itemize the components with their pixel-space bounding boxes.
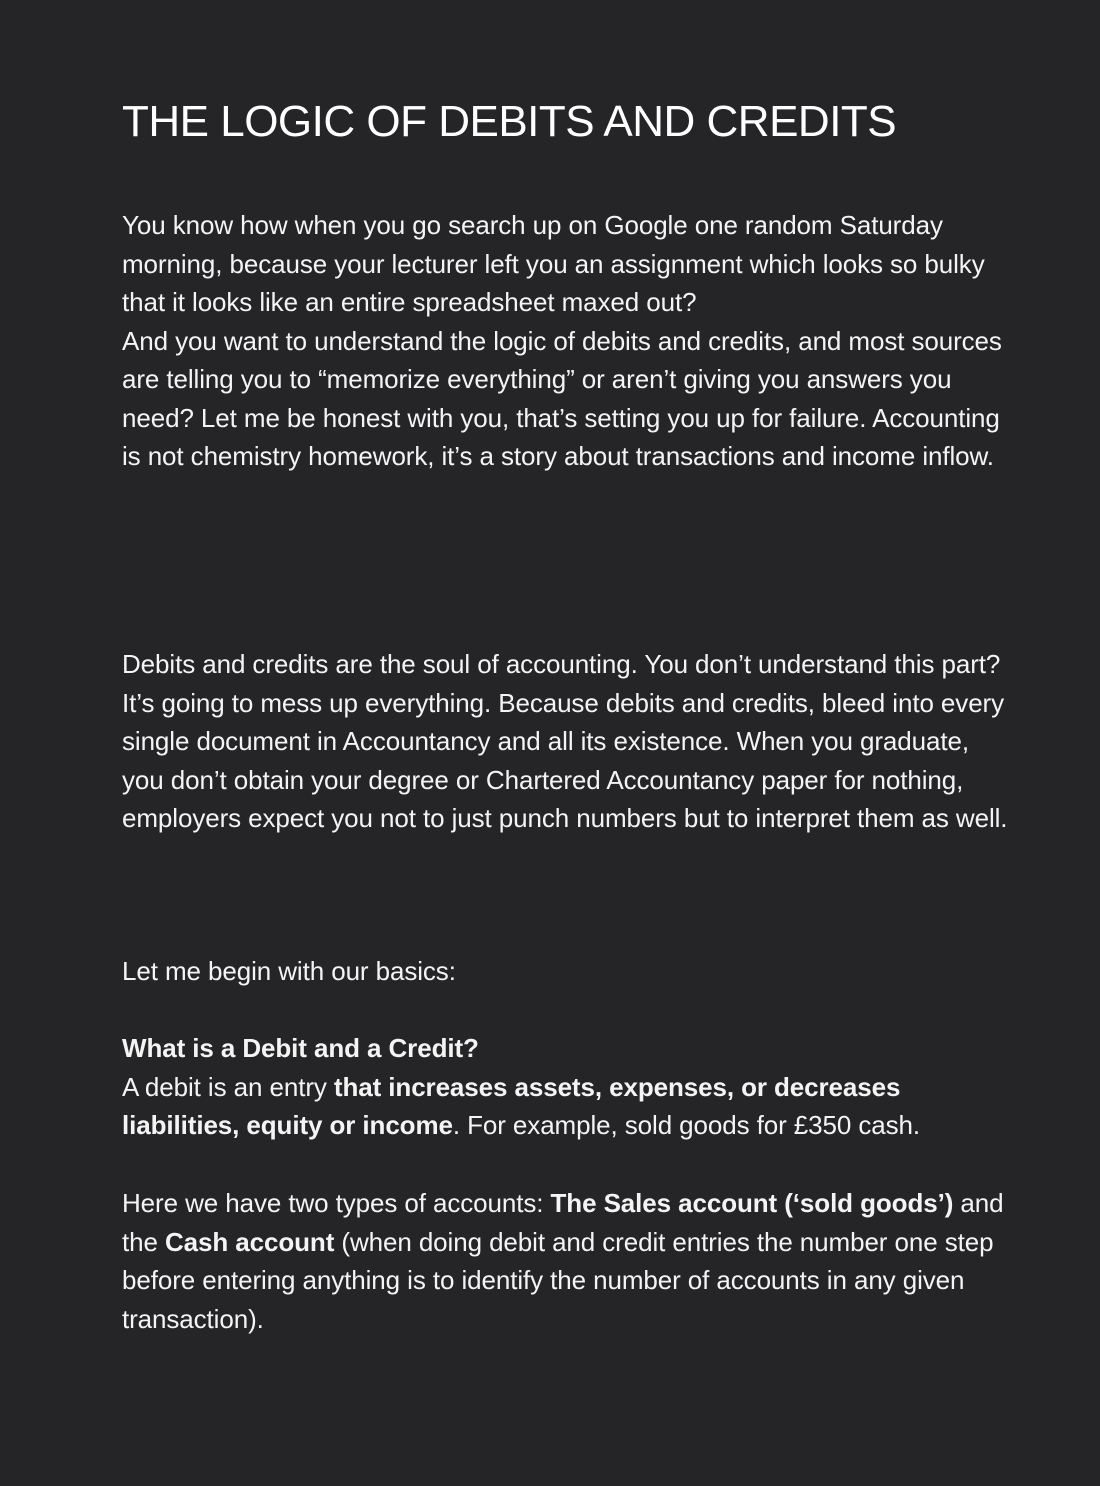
definition-paragraph [122,1029,1012,1145]
definition-text-bold: that increases assets, expenses, or decreases liabilities, equity or income [122,1071,901,1140]
accounts-paragraph [122,1184,1012,1338]
soul-paragraph: Debits and credits are the soul of accounting. You don’t understand this part? It’s going to mess up everything. Because debits and credits, bleed into every single document in Accountancy and all its existence. When you graduate, you don’t obtain your degree or Chartered Accountancy paper for nothing, employers expect you not to just punch numbers but to interpret them as well. [122,649,1008,833]
definition-heading: What is a Debit and a Credit? [122,1033,479,1063]
basics-intro: Let me begin with our basics: [122,956,456,986]
accounts-text-a: Here we have two types of accounts: [122,1188,551,1218]
cash-account-label: Cash account [164,1226,335,1257]
accounts-text-b: and the [122,1188,1004,1257]
intro-line-1: You know how when you go search up on Google one random Saturday morning, because your lecturer left you an assignment which looks so bulky that it looks like an entire spreadsheet maxed out? [122,210,985,317]
definition-text-a: A debit is an entry [122,1071,334,1102]
accounts-text-c: (when doing debit and credit entries the number one step before entering anything is to identify the number of accounts in any given transaction). [122,1226,994,1334]
sales-account-label: The Sales account (‘sold goods’) [550,1188,954,1218]
definition-text-b: . For example, sold goods for £350 cash. [452,1110,921,1140]
intro-paragraph [122,206,1012,476]
page-title: THE LOGIC OF DEBITS AND CREDITS [122,97,897,146]
intro-line-2: And you want to understand the logic of debits and credits, and most sources are telling you to “memorize everything” or aren’t giving you answers you need? Let me be honest with you, that’s setting you up for failure. Accounting is not chemistry homework, it’s a story about transactions and income inflow. [122,325,1002,471]
